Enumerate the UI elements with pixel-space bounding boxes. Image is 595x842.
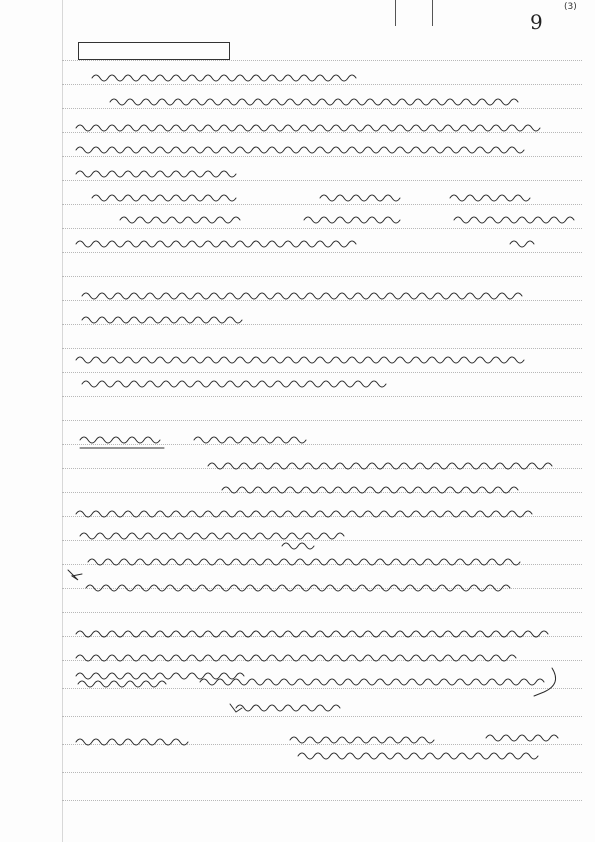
scribble-line [534,668,556,696]
scribble-line [200,679,544,685]
scribble-line [298,753,538,759]
scribble-line [120,217,240,223]
scribble-line [76,357,524,363]
scribble-line [208,463,552,469]
scribble-line [454,217,574,223]
scribble-line [82,293,522,299]
scribble-line [290,737,434,743]
scribble-line [76,673,244,679]
scribble-line [76,631,548,637]
scribble-line [82,317,242,323]
corner-mark: (3) [564,2,577,12]
page-number: 9 [530,10,543,34]
scribble-line [222,487,518,493]
scribble-line [450,195,530,201]
scribble-line [236,705,340,711]
scribble-line [82,381,386,387]
scribble-line [68,570,82,580]
scribble-line [320,195,400,201]
scribble-line [88,559,520,565]
scribble-line [92,195,236,201]
scribble-line [486,735,558,741]
scribble-line [110,99,518,105]
scribble-line [76,739,188,745]
scribble-line [80,437,160,443]
scribble-line [86,585,510,591]
scribble-line [80,533,344,539]
scribble-line [194,437,306,443]
scribble-line [76,147,524,153]
scribble-line [78,681,166,687]
scribble-line [92,75,356,81]
scribble-line [76,241,356,247]
scribble-line [510,241,534,247]
scribble-line [76,125,540,131]
scribble-line [282,543,314,549]
scribble-line [76,171,236,177]
scribble-line [76,511,532,517]
scribble-line [76,655,516,661]
scribble-line [304,217,400,223]
handwriting-scribbles [68,75,574,759]
